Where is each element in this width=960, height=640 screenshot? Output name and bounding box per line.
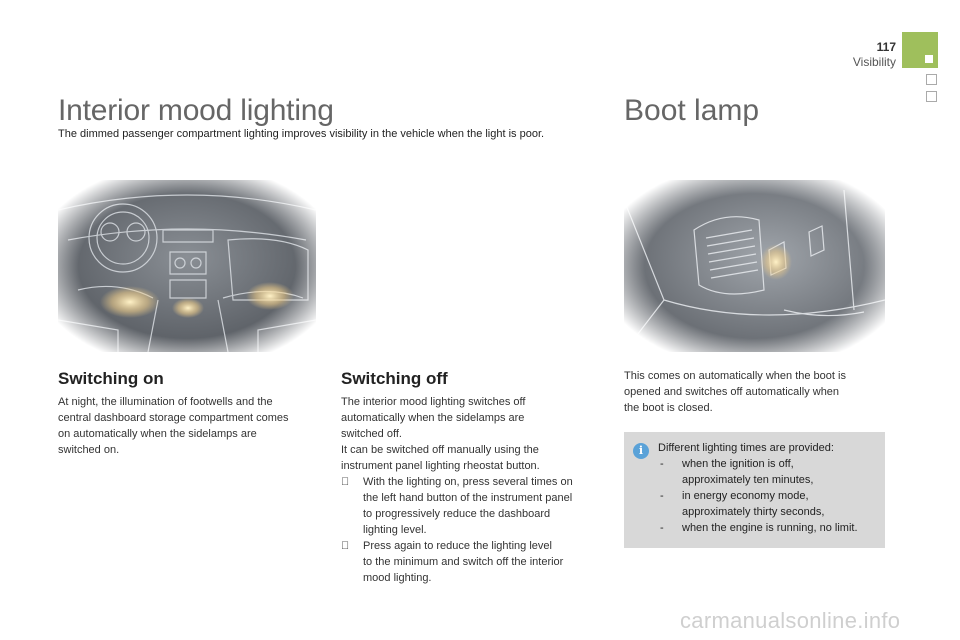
text-line: With the lighting on, press several times on (363, 476, 573, 488)
checkbox-bullet-icon (341, 474, 349, 490)
text-line: mood lighting. (363, 572, 432, 584)
checkbox-bullet-icon (341, 538, 349, 554)
text-line: approximately thirty seconds, (682, 506, 825, 518)
list-item (658, 520, 875, 536)
text-line: This comes on automatically when the boot is (624, 370, 846, 382)
text-line: switched off. (341, 428, 402, 440)
list-item (658, 488, 875, 520)
text-line: to progressively reduce the dashboard (363, 508, 551, 520)
page-number: 117 (876, 40, 896, 54)
text-line: in energy economy mode, (682, 490, 809, 502)
watermark: carmanualsonline.info (680, 608, 901, 633)
section-name: Visibility (852, 55, 896, 69)
switching-on-heading: Switching on (58, 369, 164, 388)
text-line: At night, the illumination of footwells and the (58, 396, 273, 408)
boot-illustration (624, 180, 885, 352)
chapter-tab-active (902, 32, 938, 68)
page-title: Interior mood lighting (58, 94, 334, 127)
text-line: on automatically when the sidelamps are (58, 428, 257, 440)
info-icon: i (633, 443, 649, 459)
switching-on-text (58, 394, 328, 458)
list-item (341, 474, 611, 538)
boot-lamp-title: Boot lamp (624, 94, 760, 127)
text-line: approximately ten minutes, (682, 474, 814, 486)
info-box (624, 432, 885, 548)
page-subtitle: The dimmed passenger compartment lighting improves visibility in the vehicle when the light is poor. (58, 128, 545, 140)
text-line: the boot is closed. (624, 402, 713, 414)
list-item (658, 456, 875, 488)
text-line: automatically when the sidelamps are (341, 412, 525, 424)
text-line: switched on. (58, 444, 120, 456)
chapter-tab-box (926, 91, 937, 102)
text-line: to the minimum and switch off the interior (363, 556, 564, 568)
text-line: It can be switched off manually using the (341, 444, 539, 456)
list-item (341, 538, 611, 586)
text-line: when the engine is running, no limit. (682, 522, 858, 534)
chapter-tab-box (926, 74, 937, 85)
text-line: lighting level. (363, 524, 427, 536)
text-line: The interior mood lighting switches off (341, 396, 526, 408)
chapter-tab-marker-icon (925, 55, 933, 63)
dash-bullet: - (660, 490, 664, 502)
text-line: central dashboard storage compartment comes (58, 412, 289, 424)
boot-lamp-text (624, 368, 889, 416)
dash-bullet: - (660, 458, 664, 470)
dash-bullet: - (660, 522, 664, 534)
text-line: the left hand button of the instrument panel (363, 492, 573, 504)
switching-off-heading: Switching off (341, 369, 448, 388)
text-line: Press again to reduce the lighting level (363, 540, 552, 552)
text-line: when the ignition is off, (682, 458, 794, 470)
switching-off-text (341, 394, 611, 586)
text-line: instrument panel lighting rheostat button. (341, 460, 540, 472)
text-line: opened and switches off automatically when (624, 386, 840, 398)
info-intro: Different lighting times are provided: (658, 442, 834, 454)
dashboard-illustration (58, 180, 316, 352)
